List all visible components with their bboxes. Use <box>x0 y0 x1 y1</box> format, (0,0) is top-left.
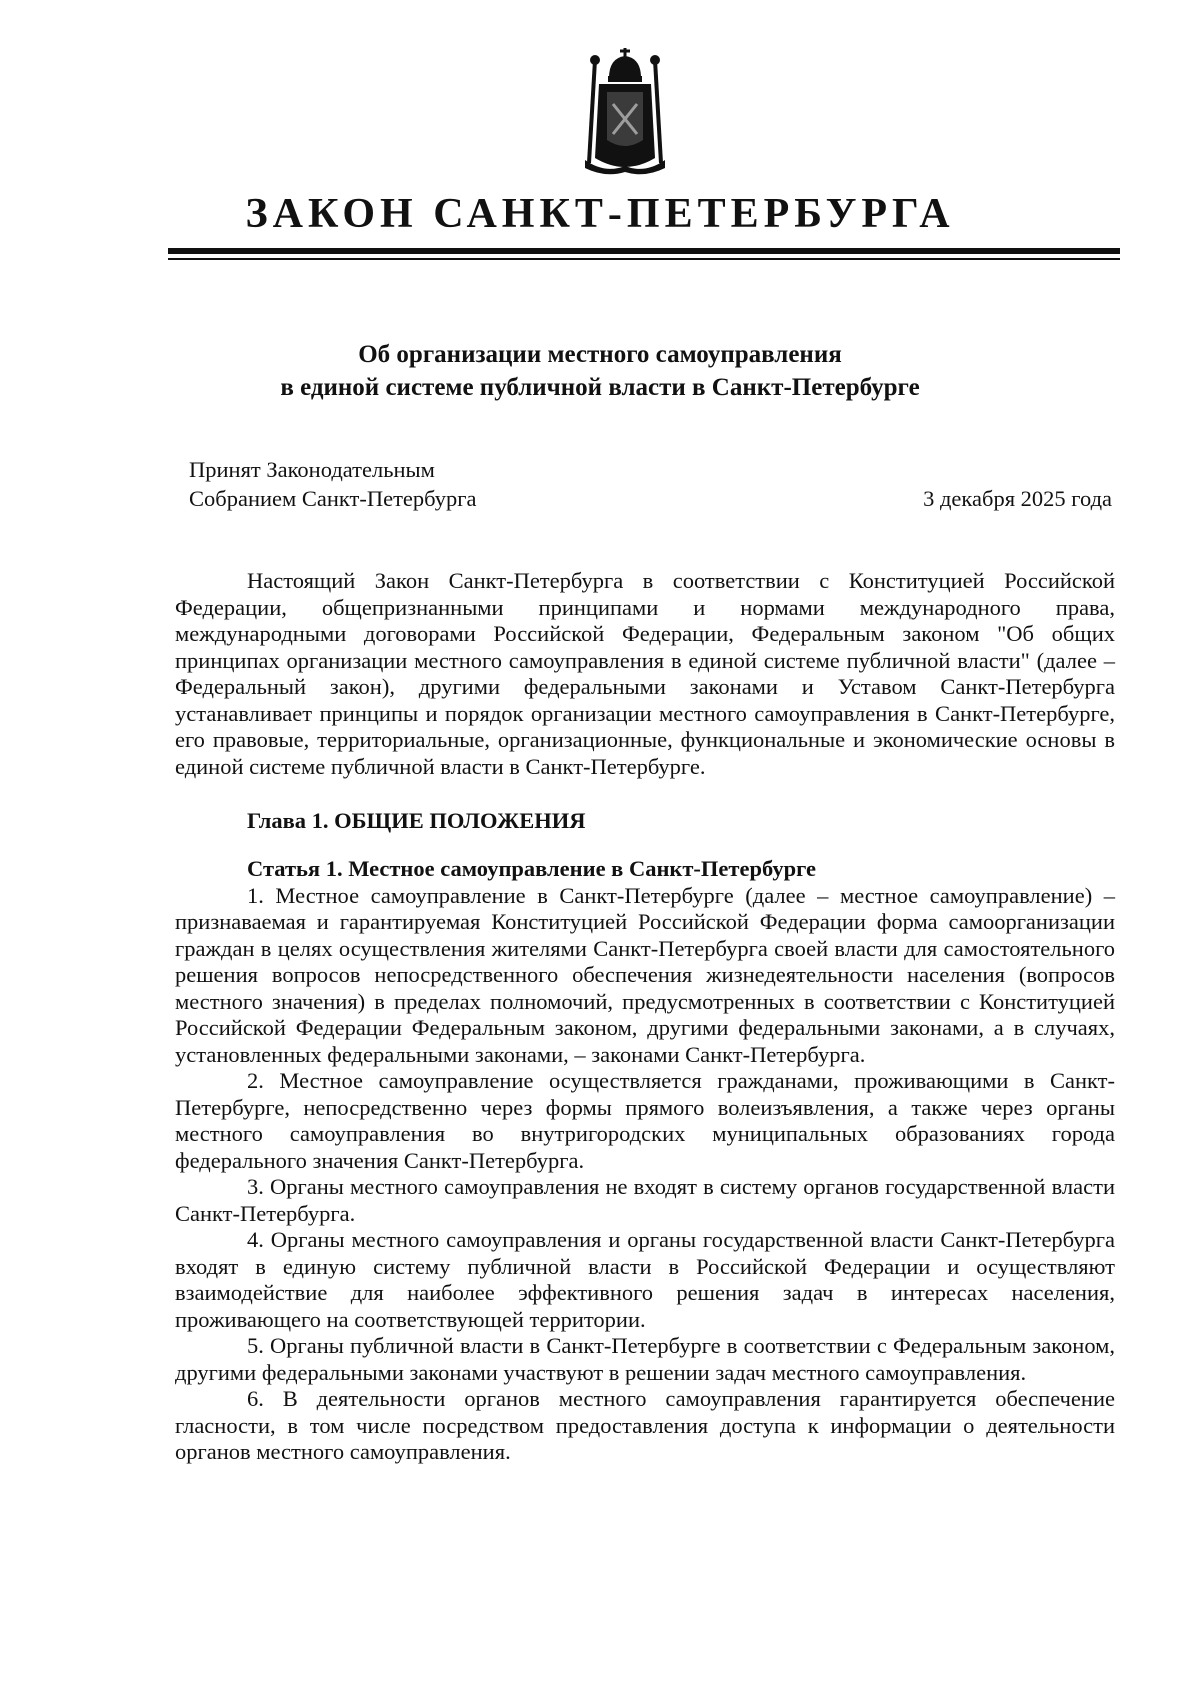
article-paragraph: 4. Органы местного самоуправления и органы государственной власти Санкт-Петербурга входят в единую систему публичной власти в Российской Федерации и осуществляют взаимодействие для наиболее эффективного решения задач в интересах населения, проживающего на соответствующей территории. <box>175 1227 1115 1332</box>
chapter-heading: Глава 1. ОБЩИЕ ПОЛОЖЕНИЯ <box>247 808 586 833</box>
article-heading: Статья 1. Местное самоуправление в Санкт-Петербурге <box>247 856 817 881</box>
adoption-note <box>189 455 476 513</box>
law-title: ЗАКОН САНКТ-ПЕТЕРБУРГА <box>245 191 955 237</box>
article-paragraph: 2. Местное самоуправление осуществляется гражданами, проживающими в Санкт-Петербурге, непосредственно через формы прямого волеизъявления, а также через органы местного самоуправления во внутригородских муниципальных образованиях города федерального значения Санкт-Петербурга. <box>175 1068 1115 1173</box>
article-paragraph: 5. Органы публичной власти в Санкт-Петербурге в соответствии с Федеральным законом, другими федеральными законами участвуют в решении задач местного самоуправления. <box>175 1333 1115 1385</box>
header-rule-thick <box>168 248 1120 254</box>
article-paragraph: 3. Органы местного самоуправления не входят в систему органов государственной власти Санкт-Петербурга. <box>175 1174 1115 1226</box>
law-body <box>175 568 1115 1466</box>
document-title-line: в единой системе публичной власти в Санкт-Петербурге <box>280 374 920 401</box>
document-title <box>150 338 1050 404</box>
article-paragraph: 6. В деятельности органов местного самоуправления гарантируется обеспечение гласности, в том числе посредством предоставления доступа к информации о деятельности органов местного самоуправления. <box>175 1386 1115 1464</box>
article-paragraph: 1. Местное самоуправление в Санкт-Петербурге (далее – местное самоуправление) – признаваемая и гарантируемая Конституцией Российской Федерации форма самоорганизации граждан в целях осуществления жителями Санкт-Петербурга своей власти для самостоятельного решения вопросов непосредственного обеспечения жизнедеятельности населения (вопросов местного значения) в пределах полномочий, предусмотренных в соответствии с Конституцией Российской Федерации Федеральным законом, другими федеральными законами, а в случаях, установленных федеральными законами, – законами Санкт-Петербурга. <box>175 882 1115 1067</box>
coat-of-arms-emblem <box>575 48 675 178</box>
adoption-note-line: Собранием Санкт-Петербурга <box>189 486 477 511</box>
adoption-note-line: Принят Законодательным <box>189 457 435 482</box>
document-title-line: Об организации местного самоуправления <box>358 341 842 368</box>
preamble-paragraph: Настоящий Закон Санкт-Петербурга в соответствии с Конституцией Российской Федерации, общепризнанными принципами и нормами международного права, международными договорами Российской Федерации, Федеральным законом "Об общих принципах организации местного самоуправления в единой системе публичной власти" (далее – Федеральный закон), другими федеральными законами и Уставом Санкт-Петербурга устанавливает принципы и порядок организации местного самоуправления в Санкт-Петербурге, его правовые, территориальные, организационные, функциональные и экономические основы в единой системе публичной власти в Санкт-Петербурге. <box>175 568 1115 779</box>
adoption-date: 3 декабря 2025 года <box>923 486 1112 511</box>
header-rule-thin <box>168 258 1120 260</box>
